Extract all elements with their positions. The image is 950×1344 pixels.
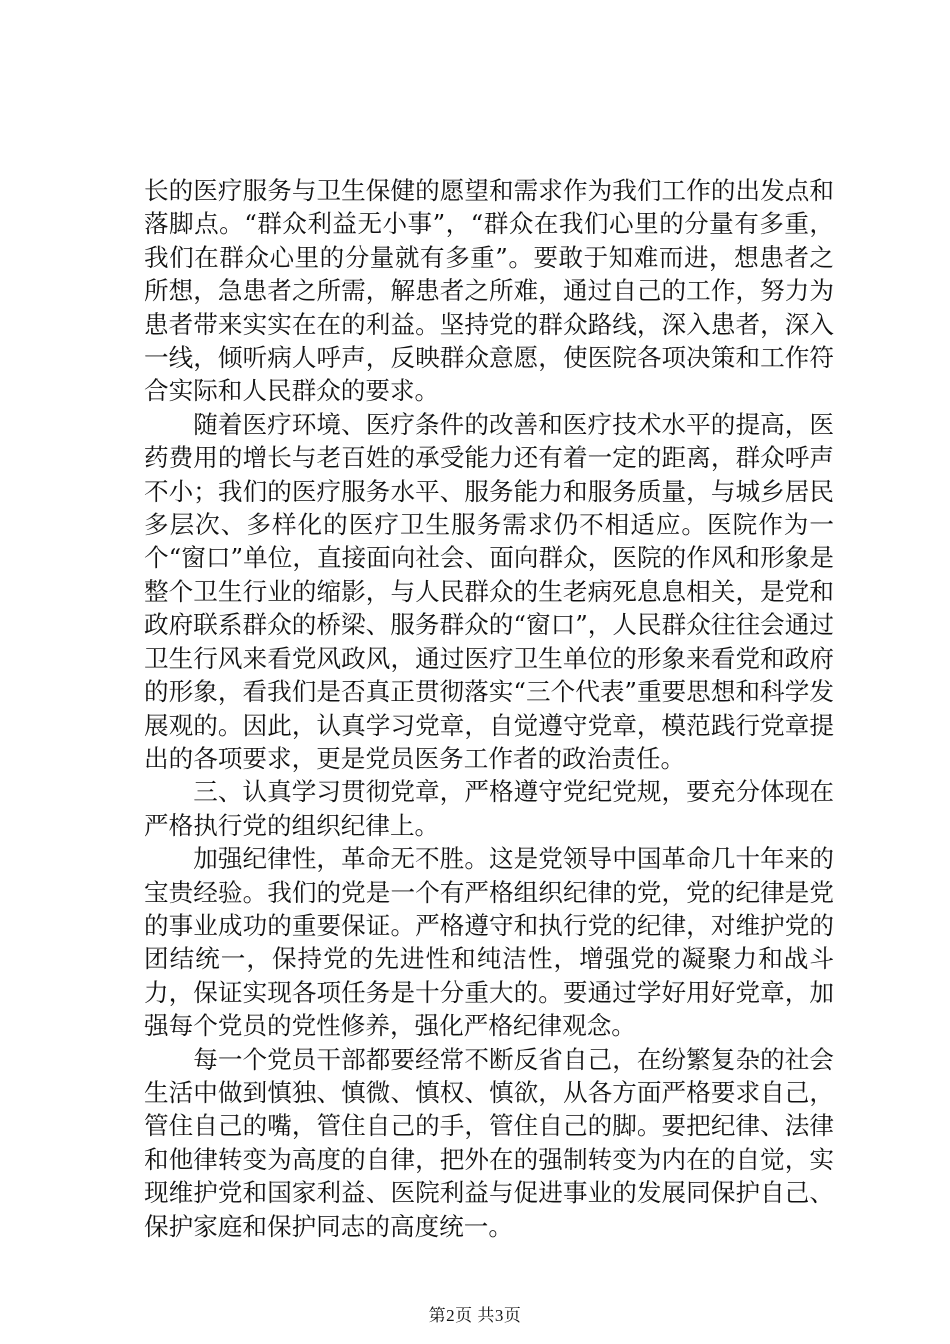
paragraph-medical-environment: 随着医疗环境、医疗条件的改善和医疗技术水平的提高，医药费用的增长与老百姓的承受能力还有着一定的距离，群众呼声不小；我们的医疗服务水平、服务能力和服务质量，与城乡居民多层次、多样化的医疗卫生服务需求仍不相适应。医院作为一个“窗口”单位，直接面向社会、面向群众，医院的作风和形象是整个卫生行业的缩影，与人民群众的生老病死息息相关，是党和政府联系群众的桥梁、服务群众的“窗口”，人民群众往往会通过卫生行风来看党风政风，通过医疗卫生单位的形象来看党和政府的形象，看我们是否真正贯彻落实“三个代表”重要思想和科学发展观的。因此，认真学习党章，自觉遵守党章，模范践行党章提出的各项要求，更是党员医务工作者的政治责任。 <box>144 409 834 773</box>
paragraph-discipline: 加强纪律性，革命无不胜。这是党领导中国革命几十年来的宝贵经验。我们的党是一个有严格组织纪律的党，党的纪律是党的事业成功的重要保证。严格遵守和执行党的纪律，对维护党的团结统一，保持党的先进性和纯洁性，增强党的凝聚力和战斗力，保证实现各项任务是十分重大的。要通过学好用好党章，加强每个党员的党性修养，强化严格纪律观念。 <box>144 844 834 1041</box>
section-heading-three: 三、认真学习贯彻党章，严格遵守党纪党规，要充分体现在严格执行党的组织纪律上。 <box>144 777 834 840</box>
paragraph-continuation: 长的医疗服务与卫生保健的愿望和需求作为我们工作的出发点和落脚点。“群众利益无小事”，“群众在我们心里的分量有多重，我们在群众心里的分量就有多重”。要敢于知难而进，想患者之所想，急患者之所需，解患者之所难，通过自己的工作，努力为患者带来实实在在的利益。坚持党的群众路线，深入患者，深入一线，倾听病人呼声，反映群众意愿，使医院各项决策和工作符合实际和人民群众的要求。 <box>144 176 834 406</box>
document-body <box>144 174 834 1243</box>
page-number-footer: 第2页 共3页 <box>428 1306 522 1325</box>
paragraph-self-reflection: 每一个党员干部都要经常不断反省自己，在纷繁复杂的社会生活中做到慎独、慎微、慎权、慎欲，从各方面严格要求自己，管住自己的嘴，管住自己的手，管住自己的脚。要把纪律、法律和他律转变为高度的自律，把外在的强制转变为内在的自觉，实现维护党和国家利益、医院利益与促进事业的发展同保护自己、保护家庭和保护同志的高度统一。 <box>144 1044 834 1241</box>
